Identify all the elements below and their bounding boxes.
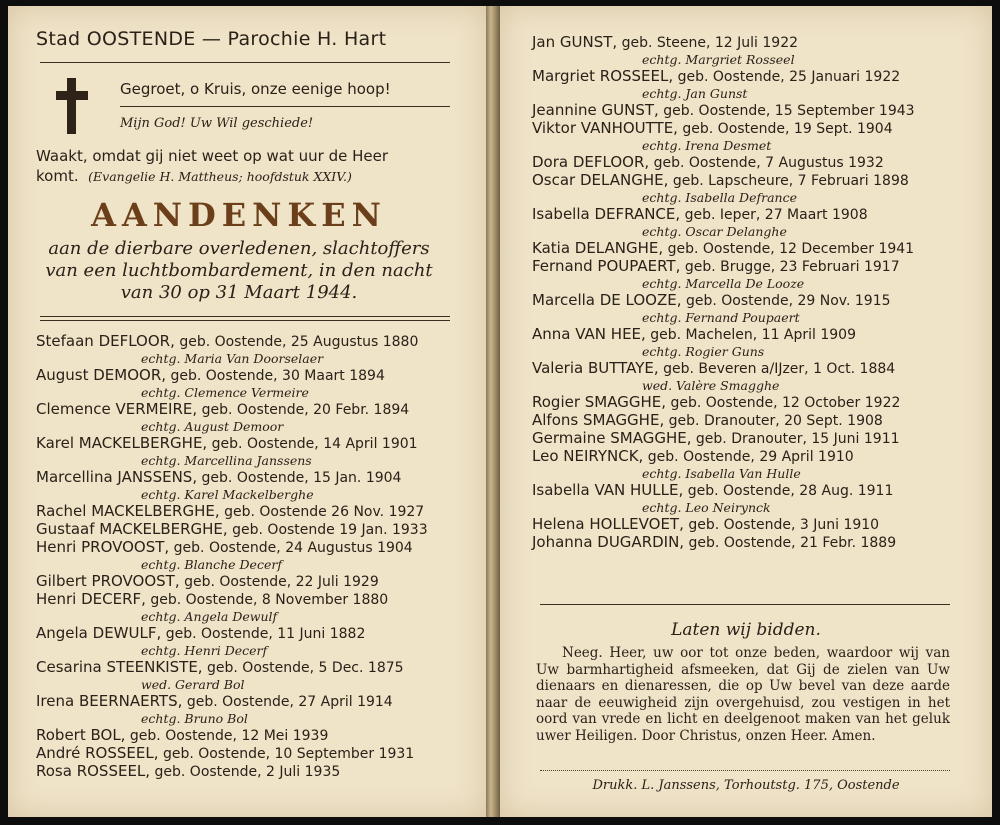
victim-entry [36, 367, 456, 401]
subtitle-rule-1 [40, 316, 450, 317]
victim-name: Angela DEWULF, [36, 624, 162, 642]
victim-entry [532, 326, 962, 360]
victim-entry [532, 516, 962, 534]
victim-entry [532, 412, 962, 430]
victim-entry [36, 333, 456, 367]
spouse-note: echtg. Isabella Van Hulle [642, 466, 801, 481]
header-rule [40, 62, 450, 63]
victim-name: Jan GUNST, [532, 33, 618, 51]
victim-entry [532, 206, 962, 240]
victim-name: Viktor VANHOUTTE, [532, 119, 678, 137]
birth-detail: geb. Oostende, 7 Augustus 1932 [653, 155, 884, 171]
victim-name: Johanna DUGARDIN, [532, 533, 685, 551]
victim-name: Germaine SMAGGHE, [532, 429, 692, 447]
victim-name: Henri PROVOOST, [36, 538, 170, 556]
birth-detail: geb. Oostende, 12 Mei 1939 [129, 728, 329, 744]
spouse-note: echtg. Leo Neirynck [642, 500, 771, 515]
victim-entry [532, 120, 962, 154]
victim-name: Clemence VERMEIRE, [36, 400, 198, 418]
victim-entry [36, 693, 456, 727]
birth-detail: geb. Oostende, 10 September 1931 [162, 746, 415, 762]
victim-entry [532, 360, 962, 394]
birth-detail: geb. Oostende, 25 Januari 1922 [677, 69, 901, 85]
victim-name: Anna VAN HEE, [532, 325, 646, 343]
spouse-note: wed. Gerard Bol [141, 677, 245, 692]
birth-detail: geb. Oostende, 12 October 1922 [670, 395, 901, 411]
birth-detail: geb. Oostende, 15 Jan. 1904 [201, 470, 402, 486]
victim-entry [36, 435, 456, 469]
victim-name: Oscar DELANGHE, [532, 171, 669, 189]
spouse-note: echtg. August Demoor [141, 419, 284, 434]
birth-detail: geb. Lapscheure, 7 Februari 1898 [672, 173, 909, 189]
dotted-rule [540, 770, 950, 771]
prayer-title: Laten wij bidden. [671, 620, 821, 640]
spouse-note: echtg. Margriet Rosseel [642, 52, 795, 67]
victim-name: Rachel MACKELBERGHE, [36, 502, 220, 520]
victim-name: Margriet ROSSEEL, [532, 67, 674, 85]
victim-entry [532, 34, 962, 68]
birth-detail: geb. Oostende, 25 Augustus 1880 [179, 334, 419, 350]
birth-detail: geb. Oostende, 14 April 1901 [211, 436, 418, 452]
birth-detail: geb. Oostende, 30 Maart 1894 [170, 368, 385, 384]
victim-name: Gilbert PROVOOST, [36, 572, 180, 590]
birth-detail: geb. Oostende, 8 November 1880 [150, 592, 389, 608]
birth-detail: geb. Dranouter, 20 Sept. 1908 [668, 413, 883, 429]
greeting: Gegroet, o Kruis, onze eenige hoop! [120, 80, 391, 98]
victim-name: Dora DEFLOOR, [532, 153, 650, 171]
victim-name: Helena HOLLEVOET, [532, 515, 684, 533]
victim-name: Isabella VAN HULLE, [532, 481, 684, 499]
birth-detail: geb. Oostende, 20 Febr. 1894 [201, 402, 410, 418]
birth-detail: geb. Steene, 12 Juli 1922 [621, 35, 799, 51]
birth-detail: geb. Oostende, 21 Febr. 1889 [688, 535, 897, 551]
spouse-note: echtg. Henri Decerf [141, 643, 268, 658]
victim-entry [532, 154, 962, 172]
memorial-title: AANDENKEN [91, 196, 387, 234]
card-header: Stad OOSTENDE — Parochie H. Hart [36, 28, 387, 50]
victim-entry [532, 292, 962, 326]
spouse-note: echtg. Karel Mackelberghe [141, 487, 314, 502]
victim-entry [532, 172, 962, 206]
spouse-note: echtg. Marcella De Looze [642, 276, 805, 291]
subtitle-line-3: van 30 op 31 Maart 1944. [120, 282, 358, 303]
victim-entry [532, 482, 962, 516]
birth-detail: geb. Oostende, 28 Aug. 1911 [687, 483, 894, 499]
spouse-note: echtg. Jan Gunst [642, 86, 748, 101]
birth-detail: geb. Machelen, 11 April 1909 [650, 327, 856, 343]
birth-detail: geb. Beveren a/IJzer, 1 Oct. 1884 [663, 361, 896, 377]
victim-name: Rogier SMAGGHE, [532, 393, 667, 411]
birth-detail: geb. Dranouter, 15 Juni 1911 [695, 431, 900, 447]
spouse-note: echtg. Fernand Poupaert [642, 310, 800, 325]
birth-detail: geb. Brugge, 23 Februari 1917 [684, 259, 900, 275]
birth-detail: geb. Oostende, 19 Sept. 1904 [682, 121, 893, 137]
spouse-note: echtg. Clemence Vermeire [141, 385, 309, 400]
birth-detail: geb. Oostende 19 Jan. 1933 [232, 522, 428, 538]
spouse-note: echtg. Isabella Defrance [642, 190, 797, 205]
gospel-line-2: komt. [36, 167, 79, 185]
birth-detail: geb. Oostende, 2 Juli 1935 [154, 764, 341, 780]
victim-name: Marcella DE LOOZE, [532, 291, 682, 309]
victim-entry [532, 430, 962, 448]
birth-detail: geb. Oostende 26 Nov. 1927 [224, 504, 425, 520]
spouse-note: echtg. Blanche Decerf [141, 557, 282, 572]
victim-entry [36, 503, 456, 521]
gospel-reference: (Evangelie H. Mattheus; hoofdstuk XXIV.) [88, 169, 352, 184]
victim-entry [532, 102, 962, 120]
victim-entry [532, 258, 962, 292]
birth-detail: geb. Oostende, 5 Dec. 1875 [207, 660, 404, 676]
victim-name: Marcellina JANSSENS, [36, 468, 198, 486]
spouse-note: echtg. Angela Dewulf [141, 609, 278, 624]
subtitle-line-1: aan de dierbare overledenen, slachtoffers [48, 238, 430, 259]
victim-entry [532, 534, 962, 552]
printer-imprint: Drukk. L. Janssens, Torhoutstg. 175, Oostende [592, 778, 900, 793]
birth-detail: geb. Oostende, 22 Juli 1929 [184, 574, 379, 590]
spouse-note: echtg. Oscar Delanghe [642, 224, 787, 239]
birth-detail: geb. Ieper, 27 Maart 1908 [684, 207, 868, 223]
birth-detail: geb. Oostende, 24 Augustus 1904 [173, 540, 413, 556]
spouse-note: echtg. Irena Desmet [642, 138, 772, 153]
victim-name: Valeria BUTTAYE, [532, 359, 659, 377]
victim-entry [36, 745, 456, 763]
victim-name: André ROSSEEL, [36, 744, 159, 762]
victim-name: August DEMOOR, [36, 366, 167, 384]
victim-entry [36, 573, 456, 591]
greeting-rule [120, 106, 450, 107]
gospel-line-1: Waakt, omdat gij niet weet op wat uur de Heer [36, 147, 389, 165]
victim-name: Fernand POUPAERT, [532, 257, 681, 275]
victim-name: Jeannine GUNST, [532, 101, 659, 119]
spouse-note: echtg. Marcellina Janssens [141, 453, 312, 468]
birth-detail: geb. Oostende, 29 April 1910 [647, 449, 854, 465]
victim-name: Gustaaf MACKELBERGHE, [36, 520, 228, 538]
victim-name: Isabella DEFRANCE, [532, 205, 681, 223]
victim-name: Cesarina STEENKISTE, [36, 658, 203, 676]
victim-entry [36, 539, 456, 573]
victim-entry [532, 448, 962, 482]
victim-name: Alfons SMAGGHE, [532, 411, 665, 429]
card-fold [486, 6, 500, 817]
spouse-note: echtg. Rogier Guns [642, 344, 765, 359]
birth-detail: geb. Oostende, 11 Juni 1882 [165, 626, 366, 642]
victim-name: Irena BEERNAERTS, [36, 692, 183, 710]
victim-list-right [532, 34, 962, 552]
victim-entry [532, 240, 962, 258]
victim-name: Rosa ROSSEEL, [36, 762, 151, 780]
birth-detail: geb. Oostende, 3 Juni 1910 [688, 517, 880, 533]
victim-name: Henri DECERF, [36, 590, 146, 608]
will-line: Mijn God! Uw Wil geschiede! [120, 116, 314, 131]
victim-entry [36, 727, 456, 745]
gospel-quote [36, 146, 388, 187]
victim-name: Robert BOL, [36, 726, 126, 744]
subtitle-line-2: van een luchtbombardement, in den nacht [45, 260, 433, 281]
birth-detail: geb. Oostende, 15 September 1943 [663, 103, 915, 119]
birth-detail: geb. Oostende, 27 April 1914 [186, 694, 393, 710]
victim-entry [36, 401, 456, 435]
victim-entry [36, 763, 456, 781]
victim-name: Stefaan DEFLOOR, [36, 332, 175, 350]
victim-name: Katia DELANGHE, [532, 239, 664, 257]
victim-entry [36, 591, 456, 625]
prayer-rule [540, 604, 950, 605]
birth-detail: geb. Oostende, 29 Nov. 1915 [685, 293, 891, 309]
victim-name: Karel MACKELBERGHE, [36, 434, 208, 452]
spouse-note: echtg. Maria Van Doorselaer [141, 351, 324, 366]
victim-entry [36, 469, 456, 503]
victim-entry [532, 394, 962, 412]
spouse-note: wed. Valère Smagghe [642, 378, 780, 393]
victim-list-left [36, 333, 456, 781]
subtitle-rule-2 [40, 320, 450, 321]
victim-name: Leo NEIRYNCK, [532, 447, 644, 465]
prayer-text: Neeg. Heer, uw oor tot onze beden, waardoor wij van Uw barmhartigheid afsmeeken, dat Gij de zielen van Uw dienaars en dienaressen, die op Uw bevel van deze aarde naar de eeuwigheid zijn overgehuisd, zou vestigen in het oord van vrede en licht en deelgenoot maken van het geluk uwer Heiligen. Door Christus, onzen Heer. Amen. [536, 645, 950, 744]
victim-entry [36, 625, 456, 659]
birth-detail: geb. Oostende, 12 December 1941 [667, 241, 915, 257]
victim-entry [532, 68, 962, 102]
spouse-note: echtg. Bruno Bol [141, 711, 248, 726]
victim-entry [36, 521, 456, 539]
victim-entry [36, 659, 456, 693]
